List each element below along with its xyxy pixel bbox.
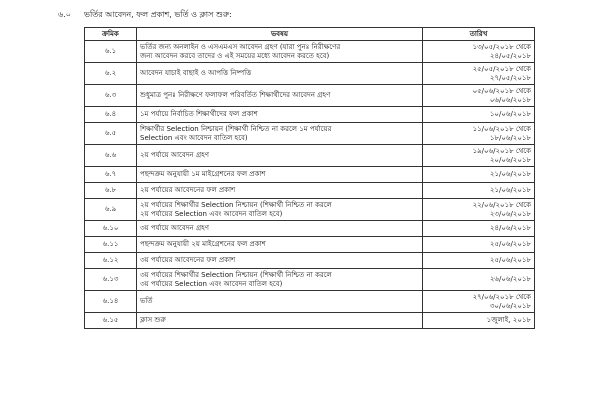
row-date-line: ২৪/০৫/২০১৮ xyxy=(489,51,531,60)
row-serial: ৬.১২ xyxy=(85,253,137,269)
row-subject xyxy=(137,107,423,123)
row-date xyxy=(423,269,535,291)
row-date-line: ২৫/০৬/২০১৮ xyxy=(489,256,531,265)
row-subject xyxy=(137,237,423,253)
row-date xyxy=(423,107,535,123)
row-date-line: ২৬/০৬/২০১৮ xyxy=(489,275,531,284)
table-row xyxy=(85,253,535,269)
row-serial: ৬.২ xyxy=(85,63,137,85)
row-date-line: ২০/০৬/২০১৮ xyxy=(489,155,531,164)
row-date xyxy=(423,145,535,167)
section-title: ভর্তির আবেদন, ফল প্রকাশ, ভর্তি ও ক্লাস শুরু: xyxy=(84,10,232,19)
row-subject-line: জন্য আবেদন করবে তাদের ও এই সময়ের মধ্যে আবেদন করতে হবে) xyxy=(140,51,330,60)
row-subject xyxy=(137,145,423,167)
row-subject-line: ৩য় পর্যায়ের আবেদনের ফল প্রকাশ xyxy=(140,256,236,265)
row-date xyxy=(423,313,535,329)
table-row xyxy=(85,107,535,123)
table-row xyxy=(85,183,535,199)
row-subject-line: Selection এবং আবেদন বাতিল হবে) xyxy=(140,133,248,142)
serial-header: ক্রমিক xyxy=(85,28,137,41)
row-subject xyxy=(137,183,423,199)
row-serial: ৬.১৪ xyxy=(85,291,137,313)
row-date-line: ২১/০৬/২০১৮ xyxy=(489,186,531,195)
row-subject xyxy=(137,41,423,63)
table-row xyxy=(85,269,535,291)
row-date xyxy=(423,253,535,269)
admission-schedule-table xyxy=(84,27,535,329)
row-serial: ৬.১১ xyxy=(85,237,137,253)
row-date-line: ২৪/০৬/২০১৮ xyxy=(489,224,531,233)
row-date-line: ২২/০৬/২০১৮ থেকে xyxy=(472,201,531,209)
row-serial: ৬.৮ xyxy=(85,183,137,199)
row-serial: ৬.১৫ xyxy=(85,313,137,329)
row-subject xyxy=(137,199,423,221)
table-row xyxy=(85,313,535,329)
row-date-line: ২৭/০৬/২০১৮ থেকে xyxy=(472,293,531,301)
row-subject-line: পছন্দক্রম অনুযায়ী ১ম মাইগ্রেশনের ফল প্রকাশ xyxy=(140,170,266,179)
row-date xyxy=(423,41,535,63)
table-row xyxy=(85,85,535,107)
subject-header: ভবষয় xyxy=(137,28,423,41)
row-subject xyxy=(137,167,423,183)
row-date xyxy=(423,63,535,85)
row-date xyxy=(423,199,535,221)
table-row xyxy=(85,41,535,63)
row-date-line: ৩০/০৬/২০১৮ xyxy=(489,301,531,310)
row-date-line: ১০/০৬/২০১৮ xyxy=(489,110,531,119)
row-date-line: ০৬/০৬/২০১৮ xyxy=(489,95,531,104)
row-subject-line: ভর্তি xyxy=(140,297,153,306)
row-subject xyxy=(137,123,423,145)
row-date-line: ০৫/০৬/২০১৮ থেকে xyxy=(472,87,531,95)
row-subject-line: আবেদন যাচাই বাছাই ও আপত্তি নিষ্পত্তি xyxy=(140,69,252,78)
row-serial: ৬.৭ xyxy=(85,167,137,183)
table-row xyxy=(85,63,535,85)
row-date-line: ২৫/০৬/২০১৮ xyxy=(489,240,531,249)
row-subject-line: শিক্ষার্থীর Selection নিশ্চায়ন (শিক্ষার্থী নিশ্চিত না করলে ১ম পর্যায়ের xyxy=(140,125,332,133)
row-date-line: ২৩/০৬/২০১৮ xyxy=(489,209,531,218)
row-date xyxy=(423,167,535,183)
table-row xyxy=(85,167,535,183)
row-subject-line: ৩য় পর্যায়ের শিক্ষার্থীর Selection নিশ্চায়ন (শিক্ষার্থী নিশ্চিত না করলে xyxy=(140,271,332,279)
table-row xyxy=(85,221,535,237)
row-subject xyxy=(137,313,423,329)
row-serial: ৬.৪ xyxy=(85,107,137,123)
table-row xyxy=(85,123,535,145)
row-serial: ৬.১০ xyxy=(85,221,137,237)
table-row xyxy=(85,199,535,221)
row-serial: ৬.১৩ xyxy=(85,269,137,291)
row-date-line: ১১/০৬/২০১৮ থেকে xyxy=(472,125,531,133)
row-subject-line: ৩য় পর্যায়ে আবেদন গ্রহণ xyxy=(140,224,209,233)
row-subject-line: শুধুমাত্র পুনঃ নিরীক্ষণে ফলাফল পরিবর্তিত শিক্ষার্থীদের আবেদন গ্রহণ xyxy=(140,91,331,100)
row-subject-line: ১ম পর্যায়ে নির্বাচিত শিক্ষার্থীদের ফল প্রকাশ xyxy=(140,110,258,119)
row-serial: ৬.৬ xyxy=(85,145,137,167)
row-subject-line: ২য় পর্যায়ের শিক্ষার্থীর Selection নিশ্চায়ন (শিক্ষার্থী নিশ্চিত না করলে xyxy=(140,201,332,209)
table-header-row xyxy=(85,28,535,41)
row-subject xyxy=(137,221,423,237)
row-subject-line: ভর্তির জন্য অনলাইন ও এসএমএস আবেদন গ্রহণ (যারা পুনঃ নিরীক্ষণের xyxy=(140,43,341,51)
table-row xyxy=(85,237,535,253)
row-date xyxy=(423,221,535,237)
table-body xyxy=(85,41,535,329)
table-row xyxy=(85,145,535,167)
row-subject xyxy=(137,85,423,107)
row-subject xyxy=(137,63,423,85)
row-subject-line: পছন্দক্রম অনুযায়ী ২য় মাইগ্রেশনের ফল প্রকাশ xyxy=(140,240,266,249)
table-row xyxy=(85,291,535,313)
row-subject xyxy=(137,253,423,269)
row-date xyxy=(423,291,535,313)
row-serial: ৬.১ xyxy=(85,41,137,63)
row-serial: ৬.৫ xyxy=(85,123,137,145)
row-subject xyxy=(137,269,423,291)
row-date-line: ১৩/০৫/২০১৮ থেকে xyxy=(472,43,531,51)
row-date-line: ১৮/০৬/২০১৮ xyxy=(489,133,531,142)
row-date-line: ২৭/০৫/২০১৮ xyxy=(489,73,531,82)
row-date xyxy=(423,85,535,107)
row-date-line: ১৯/০৬/২০১৮ থেকে xyxy=(472,147,531,155)
date-header: তারিখ xyxy=(423,28,535,41)
row-date xyxy=(423,123,535,145)
row-date-line: ২১/০৬/২০১৮ xyxy=(489,170,531,179)
row-subject-line: ২য় পর্যায়ে আবেদন গ্রহণ xyxy=(140,151,209,160)
row-serial: ৬.৯ xyxy=(85,199,137,221)
row-date xyxy=(423,183,535,199)
row-subject-line: ২য় পর্যায়ের আবেদনের ফল প্রকাশ xyxy=(140,186,236,195)
section-heading xyxy=(58,10,232,20)
row-date xyxy=(423,237,535,253)
row-subject xyxy=(137,291,423,313)
row-serial: ৬.৩ xyxy=(85,85,137,107)
row-subject-line: ৩য় পর্যায়ের Selection এবং আবেদন বাতিল হবে) xyxy=(140,279,283,288)
row-subject-line: ২য় পর্যায়ের Selection এবং আবেদন বাতিল হবে) xyxy=(140,209,283,218)
row-date-line: ১জুলাই, ২০১৮ xyxy=(486,316,531,325)
section-number: ৬.০ xyxy=(58,10,71,19)
row-subject-line: ক্লাস শুরু xyxy=(140,316,166,325)
row-date-line: ২৫/০৫/২০১৮ থেকে xyxy=(472,65,531,73)
